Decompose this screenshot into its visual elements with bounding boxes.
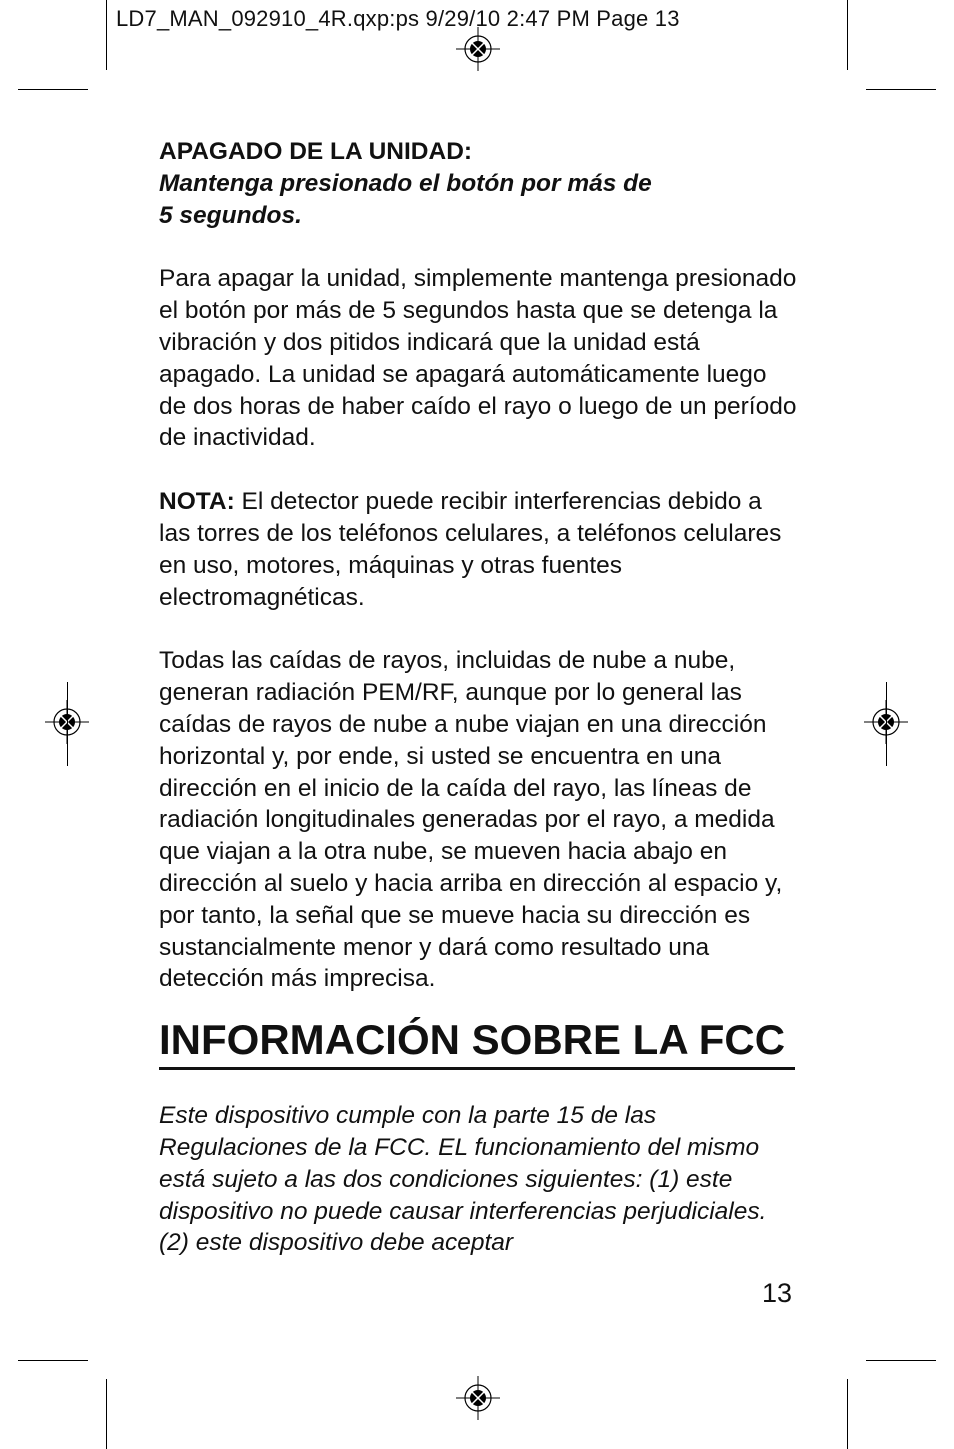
crop-mark-bottom-left-vertical [106,1379,107,1449]
crop-mark-bottom-right-horizontal [866,1360,936,1361]
note-label: NOTA: [159,488,235,516]
section-subtitle-line-2: 5 segundos. [159,201,302,229]
note-text: El detector puede recibir interferencias debido a las torres de los teléfonos celulares, a teléfonos celulares en uso, motores, máquinas y otras fuentes electromagnéticas. [159,488,782,611]
registration-mark-right-vertical-line [886,682,887,766]
section-title: APAGADO DE LA UNIDAD: [159,138,473,165]
section-subtitle-line-1: Mantenga presionado el botón por más de [159,169,652,197]
page-number: 13 [762,1278,793,1308]
registration-mark-bottom-icon [456,1376,500,1420]
paragraph-lightning-radiation: Todas las caídas de rayos, incluidas de nube a nube, generan radiación PEM/RF, aunque por lo general las caídas de rayos de nube a nube viajan en una dirección horizontal y, por ende, si usted se encuentra en una dirección en el inicio de la caída del rayo, las líneas de radiación longitudinales generadas por el rayo, a medida que viajan a la otra nube, se mueven hacia abajo en dirección al suelo y hacia arriba en dirección al espacio y, por tanto, la señal que se mueve hacia su dirección es sustancialmente menor y dará como resultado una detección más imprecisa. [159,647,783,993]
fcc-heading: INFORMACIÓN SOBRE LA FCC [159,1015,795,1070]
crop-mark-top-right-vertical [847,0,848,70]
page-content [159,136,799,1259]
crop-mark-bottom-left-horizontal [18,1360,88,1361]
fcc-paragraph: Este dispositivo cumple con la parte 15 de las Regulaciones de la FCC. EL funcionamiento del mismo está sujeto a las dos condiciones siguientes: (1) este dispositivo no puede causar interferencias perjudiciales. (2) este dispositivo debe aceptar [159,1102,767,1257]
crop-mark-top-left-vertical [106,0,107,70]
print-slug-line: LD7_MAN_092910_4R.qxp:ps 9/29/10 2:47 PM Page 13 [116,6,680,31]
registration-mark-left-vertical-line [67,682,68,766]
note-paragraph [159,486,799,613]
paragraph-power-off: Para apagar la unidad, simplemente mantenga presionado el botón por más de 5 segundos hasta que se detenga la vibración y dos pitidos indicará que la unidad está apagado. La unidad se apagará automáticamente luego de dos horas de haber caído el rayo o luego de un período de inactividad. [159,265,797,452]
crop-mark-top-right-horizontal [866,89,936,90]
crop-mark-bottom-right-vertical [847,1379,848,1449]
registration-mark-top-icon [456,27,500,71]
crop-mark-top-left-horizontal [18,89,88,90]
